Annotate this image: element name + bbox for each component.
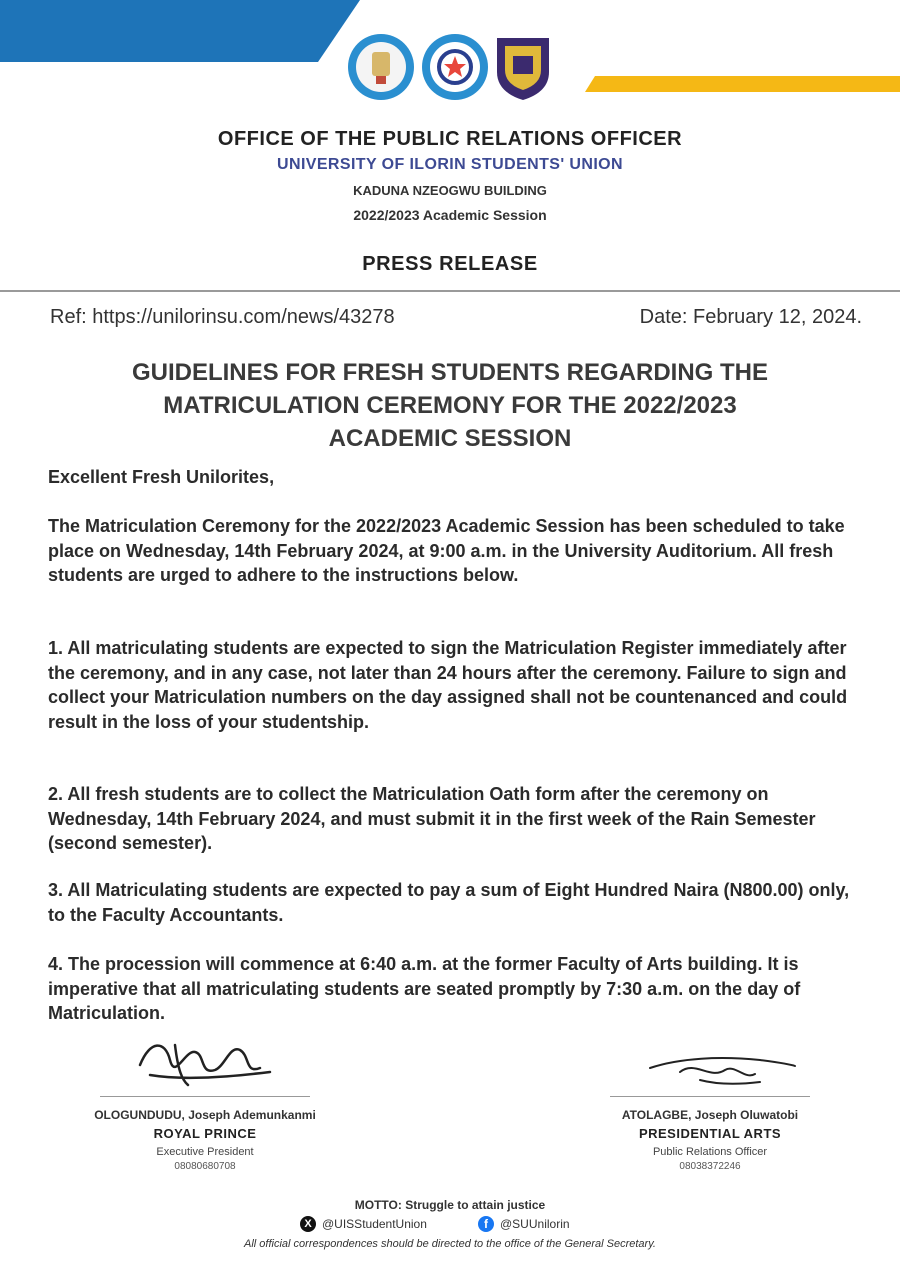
signatory-role: Executive President — [156, 1146, 254, 1158]
university-logo-icon — [346, 32, 416, 102]
union-name: UNIVERSITY OF ILORIN STUDENTS' UNION — [277, 156, 623, 173]
guideline-point: 3. All Matriculating students are expected to pay a sum of Eight Hundred Naira (N800.00) only, to the Faculty Accountants. — [48, 880, 850, 925]
top-left-banner — [0, 0, 360, 62]
salutation: Excellent Fresh Unilorites, — [48, 467, 275, 487]
press-release-heading: PRESS RELEASE — [362, 253, 538, 275]
x-handle[interactable]: @UISStudentUnion — [322, 1217, 427, 1231]
divider — [0, 290, 900, 292]
students-union-logo-icon — [420, 32, 490, 102]
signatory-name: OLOGUNDUDU, Joseph Ademunkanmi — [94, 1108, 316, 1122]
signature-line — [100, 1096, 310, 1097]
signatory-phone: 08080680708 — [174, 1161, 236, 1172]
intro-paragraph: The Matriculation Ceremony for the 2022/2023 Academic Session has been scheduled to take place on Wednesday, 14th February 2024, at 9:00 a.m. in the University Auditorium. All fresh students are urged to adhere to the instructions below. — [48, 516, 845, 585]
release-date: Date: February 12, 2024. — [639, 306, 862, 328]
building-name: KADUNA NZEOGWU BUILDING — [353, 183, 547, 198]
title-line: MATRICULATION CEREMONY FOR THE 2022/2023 — [163, 392, 737, 419]
office-title: OFFICE OF THE PUBLIC RELATIONS OFFICER — [217, 128, 683, 150]
top-right-stripe — [585, 76, 900, 96]
signatory-role: Public Relations Officer — [652, 1146, 768, 1158]
guideline-point: 4. The procession will commence at 6:40 a.m. at the former Faculty of Arts building. It is imperative that all matriculating students are seated promptly by 7:30 a.m. on the day of Matriculation. — [48, 954, 801, 1023]
document-title — [0, 356, 900, 455]
title-line: ACADEMIC SESSION — [328, 425, 572, 452]
signature-left — [130, 1030, 280, 1090]
signatory-phone: 08038372246 — [679, 1161, 741, 1172]
reference-link[interactable]: Ref: https://unilorinsu.com/news/43278 — [50, 306, 395, 328]
academic-session: 2022/2023 Academic Session — [353, 207, 547, 223]
x-icon[interactable]: X — [300, 1216, 316, 1232]
footer-note: All official correspondences should be directed to the office of the General Secretary. — [244, 1238, 656, 1250]
social-handles — [300, 1215, 600, 1235]
crest-logo-icon — [493, 34, 553, 102]
signature-right — [640, 1040, 800, 1090]
signatory-name: ATOLAGBE, Joseph Oluwatobi — [621, 1108, 799, 1122]
signature-line — [610, 1096, 810, 1097]
title-line: GUIDELINES FOR FRESH STUDENTS REGARDING THE — [131, 359, 769, 386]
guideline-point: 1. All matriculating students are expected to sign the Matriculation Register immediately after the ceremony, and in any case, not later than 24 hours after the ceremony. Failure to sign and collect your Matriculation numbers on the day assigned shall not be countenanced and could result in the loss of your studentship. — [48, 638, 848, 732]
guideline-point: 2. All fresh students are to collect the Matriculation Oath form after the ceremony on Wednesday, 14th February 2024, and must submit it in the first week of the Rain Semester (second semester). — [48, 784, 816, 853]
signatory-title: ROYAL PRINCE — [153, 1126, 257, 1141]
signatory-title: PRESIDENTIAL ARTS — [638, 1126, 782, 1141]
facebook-icon[interactable]: f — [478, 1216, 494, 1232]
facebook-handle[interactable]: @SUUnilorin — [500, 1217, 570, 1231]
motto: MOTTO: Struggle to attain justice — [354, 1198, 546, 1212]
